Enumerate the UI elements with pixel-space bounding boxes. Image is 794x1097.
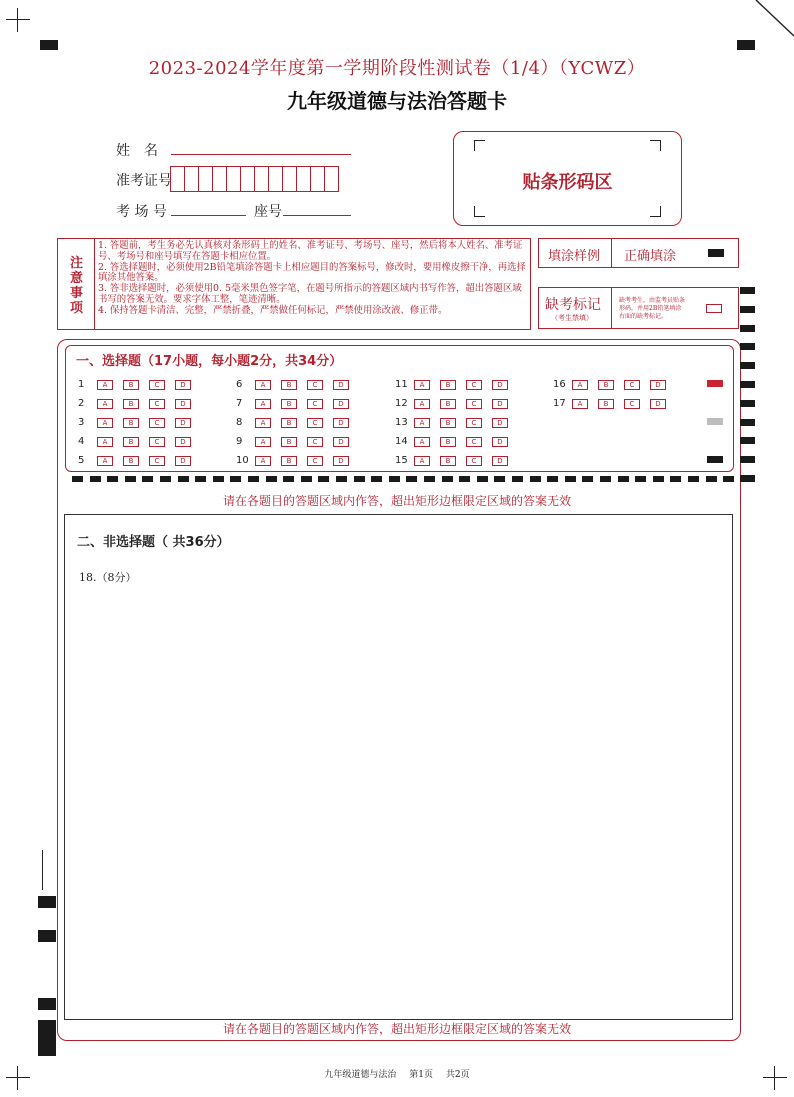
- option-bubble[interactable]: C: [149, 437, 165, 447]
- option-bubble[interactable]: B: [440, 418, 456, 428]
- answer-warning: 请在各题目的答题区域内作答，超出矩形边框限定区域的答案无效: [222, 494, 571, 508]
- section2-title: 二、非选择题（ 共36分）: [77, 535, 230, 550]
- option-bubble[interactable]: A: [97, 418, 113, 428]
- timing-dash: [459, 476, 470, 482]
- option-bubble[interactable]: D: [175, 380, 191, 390]
- name-field[interactable]: [171, 154, 351, 155]
- absent-mark-box: [538, 287, 739, 329]
- question-number: 17: [553, 398, 566, 409]
- timing-mark: [740, 437, 755, 444]
- footer-page: 第1页: [409, 1070, 433, 1080]
- option-bubble[interactable]: D: [492, 437, 508, 447]
- edge-line: [42, 850, 43, 890]
- option-bubble[interactable]: A: [97, 399, 113, 409]
- question-number: 15: [395, 455, 408, 466]
- position-marker: [737, 40, 755, 50]
- timing-dash: [90, 476, 101, 482]
- timing-dash: [318, 476, 329, 482]
- free-response-section[interactable]: [64, 514, 733, 1020]
- timing-mark: [740, 362, 755, 369]
- seat-field[interactable]: [283, 215, 351, 216]
- position-marker: [38, 896, 56, 908]
- option-bubble[interactable]: B: [440, 437, 456, 447]
- timing-dash: [688, 476, 699, 482]
- corner-cut-mark: [750, 0, 794, 40]
- timing-dash: [494, 476, 505, 482]
- option-bubble[interactable]: D: [650, 399, 666, 409]
- option-bubble[interactable]: C: [466, 418, 482, 428]
- option-bubble[interactable]: B: [440, 399, 456, 409]
- question-number: 11: [395, 379, 408, 390]
- timing-dash: [600, 476, 611, 482]
- timing-mark: [740, 343, 755, 350]
- question-number: 2: [78, 398, 85, 409]
- note-item: 3. 答非选择题时，必须使用0. 5毫米黑色签字笔，在题号所指示的答题区域内书写作答，超出答题区域书写的答案无效。要求字体工整，笔迹清晰。: [98, 283, 522, 305]
- option-bubble[interactable]: A: [97, 380, 113, 390]
- option-bubble[interactable]: D: [650, 380, 666, 390]
- question-number: 5: [78, 455, 85, 466]
- position-marker: [40, 40, 58, 50]
- footer-subject: 九年级道德与法治: [324, 1070, 397, 1080]
- absent-sub-label: （考生禁填）: [551, 314, 593, 322]
- timing-dash: [336, 476, 347, 482]
- question-number: 9: [236, 436, 243, 447]
- timing-dash: [142, 476, 153, 482]
- correct-fill-mark: [708, 249, 724, 257]
- timing-mark: [740, 475, 755, 482]
- timing-dash: [230, 476, 241, 482]
- option-bubble[interactable]: B: [123, 399, 139, 409]
- option-bubble[interactable]: B: [440, 380, 456, 390]
- question-number: 8: [236, 417, 243, 428]
- position-marker: [38, 930, 56, 942]
- option-bubble[interactable]: A: [414, 380, 430, 390]
- footer-total: 共2页: [445, 1070, 470, 1080]
- id-label: 准考证号: [116, 173, 172, 189]
- timing-dash: [547, 476, 558, 482]
- question-number: 4: [78, 436, 85, 447]
- question-number: 10: [236, 455, 249, 466]
- question-number: 14: [395, 436, 408, 447]
- option-bubble[interactable]: C: [149, 418, 165, 428]
- option-bubble[interactable]: C: [466, 456, 482, 466]
- option-bubble[interactable]: D: [492, 399, 508, 409]
- fill-example-box: [538, 238, 739, 268]
- option-bubble[interactable]: C: [466, 437, 482, 447]
- timing-dash: [107, 476, 118, 482]
- option-bubble[interactable]: C: [624, 380, 640, 390]
- option-bubble[interactable]: B: [281, 380, 297, 390]
- option-bubble[interactable]: A: [572, 399, 588, 409]
- option-bubble[interactable]: B: [281, 456, 297, 466]
- question-number: 12: [395, 398, 408, 409]
- timing-track: [72, 476, 732, 483]
- option-bubble[interactable]: B: [123, 380, 139, 390]
- timing-dash: [670, 476, 681, 482]
- option-bubble[interactable]: B: [281, 399, 297, 409]
- note-item: 4. 保持答题卡清洁、完整，严禁折叠，严禁做任何标记，严禁使用涂改液、修正带。: [98, 304, 448, 316]
- option-bubble[interactable]: A: [255, 456, 271, 466]
- timing-dash: [125, 476, 136, 482]
- option-bubble[interactable]: D: [175, 399, 191, 409]
- option-bubble[interactable]: D: [333, 380, 349, 390]
- option-bubble[interactable]: C: [307, 399, 323, 409]
- option-bubble[interactable]: D: [492, 456, 508, 466]
- option-bubble[interactable]: C: [149, 380, 165, 390]
- seat-label: 座号: [254, 204, 282, 220]
- note-item: 2. 答选择题时，必须使用2B铅笔填涂答题卡上相应题目的答案标号，修改时，要用橡皮擦干净，再选择填涂其他答案。: [98, 261, 526, 284]
- timing-dash: [389, 476, 400, 482]
- option-bubble[interactable]: A: [414, 418, 430, 428]
- option-bubble[interactable]: C: [149, 456, 165, 466]
- timing-mark: [707, 418, 723, 425]
- timing-dash: [301, 476, 312, 482]
- timing-dash: [723, 476, 734, 482]
- position-marker: [38, 998, 56, 1010]
- question-number: 3: [78, 417, 85, 428]
- room-label: 考 场 号: [116, 204, 167, 220]
- timing-dash: [213, 476, 224, 482]
- timing-dash: [195, 476, 206, 482]
- timing-mark: [740, 325, 755, 332]
- timing-mark: [740, 456, 755, 463]
- question-number: 16: [553, 379, 566, 390]
- timing-mark: [740, 419, 755, 426]
- option-bubble[interactable]: A: [414, 437, 430, 447]
- timing-dash: [248, 476, 259, 482]
- timing-dash: [160, 476, 171, 482]
- option-bubble[interactable]: B: [123, 437, 139, 447]
- timing-dash: [178, 476, 189, 482]
- option-bubble[interactable]: C: [307, 437, 323, 447]
- timing-mark: [740, 306, 755, 313]
- timing-mark: [707, 380, 723, 387]
- multiple-choice-section: [65, 345, 734, 472]
- option-bubble[interactable]: C: [307, 456, 323, 466]
- question-number: 6: [236, 379, 243, 390]
- answer-warning-bottom: 请在各题目的答题区域内作答，超出矩形边框限定区域的答案无效: [222, 1022, 571, 1036]
- notes-box: [57, 238, 531, 330]
- id-number-grid[interactable]: [170, 166, 339, 192]
- option-bubble[interactable]: B: [281, 437, 297, 447]
- timing-dash: [512, 476, 523, 482]
- option-bubble[interactable]: A: [572, 380, 588, 390]
- option-bubble[interactable]: D: [175, 456, 191, 466]
- absent-fill-box[interactable]: [706, 304, 722, 313]
- timing-dash: [406, 476, 417, 482]
- timing-dash: [477, 476, 488, 482]
- option-bubble[interactable]: C: [466, 380, 482, 390]
- barcode-area: [453, 131, 682, 226]
- option-bubble[interactable]: B: [598, 380, 614, 390]
- correct-fill-label: 正确填涂: [624, 249, 677, 264]
- timing-dash: [582, 476, 593, 482]
- room-field[interactable]: [171, 215, 246, 216]
- timing-dash: [283, 476, 294, 482]
- timing-mark: [740, 400, 755, 407]
- question-number: 1: [78, 379, 85, 390]
- option-bubble[interactable]: C: [149, 399, 165, 409]
- fill-example-label: 填涂样例: [548, 249, 601, 264]
- option-bubble[interactable]: D: [333, 456, 349, 466]
- absent-label: 缺考标记: [545, 297, 601, 313]
- section1-title: 一、选择题（17小题，每小题2分，共34分）: [76, 354, 343, 369]
- timing-dash: [565, 476, 576, 482]
- option-bubble[interactable]: B: [281, 418, 297, 428]
- timing-dash: [618, 476, 629, 482]
- page-footer: [0, 1067, 794, 1080]
- option-bubble[interactable]: A: [414, 456, 430, 466]
- exam-title: 2023-2024学年度第一学期阶段性测试卷（1/4）（YCWZ）: [148, 58, 646, 79]
- barcode-label: 贴条形码区: [522, 172, 613, 193]
- option-bubble[interactable]: D: [492, 418, 508, 428]
- option-bubble[interactable]: A: [255, 380, 271, 390]
- option-bubble[interactable]: C: [624, 399, 640, 409]
- timing-dash: [424, 476, 435, 482]
- answer-sheet-title: 九年级道德与法治答题卡: [287, 89, 507, 113]
- timing-dash: [635, 476, 646, 482]
- timing-dash: [442, 476, 453, 482]
- timing-mark: [740, 381, 755, 388]
- option-bubble[interactable]: A: [255, 399, 271, 409]
- timing-dash: [354, 476, 365, 482]
- timing-mark: [740, 287, 755, 294]
- position-marker: [38, 1020, 56, 1056]
- option-bubble[interactable]: A: [255, 437, 271, 447]
- option-bubble[interactable]: A: [97, 437, 113, 447]
- option-bubble[interactable]: B: [440, 456, 456, 466]
- option-bubble[interactable]: D: [492, 380, 508, 390]
- absent-note: 缺考考生，由监考员贴条形码，并用2B铅笔填涂右面的缺考标记。: [619, 297, 686, 320]
- option-bubble[interactable]: A: [97, 456, 113, 466]
- option-bubble[interactable]: D: [333, 437, 349, 447]
- option-bubble[interactable]: D: [175, 437, 191, 447]
- crop-mark-top-left: [6, 8, 30, 32]
- option-bubble[interactable]: C: [307, 418, 323, 428]
- option-bubble[interactable]: A: [255, 418, 271, 428]
- option-bubble[interactable]: D: [333, 399, 349, 409]
- option-bubble[interactable]: A: [414, 399, 430, 409]
- question-number: 13: [395, 417, 408, 428]
- timing-dash: [530, 476, 541, 482]
- question-number: 7: [236, 398, 243, 409]
- option-bubble[interactable]: B: [123, 418, 139, 428]
- timing-dash: [706, 476, 717, 482]
- timing-dash: [266, 476, 277, 482]
- question-18-label: 18.（8分）: [79, 571, 137, 584]
- option-bubble[interactable]: C: [307, 380, 323, 390]
- notes-label: 注 意 事 项: [58, 239, 95, 329]
- option-bubble[interactable]: D: [175, 418, 191, 428]
- timing-dash: [653, 476, 664, 482]
- option-bubble[interactable]: D: [333, 418, 349, 428]
- option-bubble[interactable]: B: [598, 399, 614, 409]
- notes-text: [98, 241, 528, 317]
- option-bubble[interactable]: C: [466, 399, 482, 409]
- timing-mark: [707, 456, 723, 463]
- note-item: 1. 答题前，考生务必先认真核对条形码上的姓名、准考证号、考场号、座号，然后将本人姓名、准考证号、考场号和座号填写在答题卡相应位置。: [98, 240, 523, 262]
- timing-dash: [371, 476, 382, 482]
- option-bubble[interactable]: B: [123, 456, 139, 466]
- name-label: 姓 名: [116, 143, 158, 159]
- timing-dash: [72, 476, 83, 482]
